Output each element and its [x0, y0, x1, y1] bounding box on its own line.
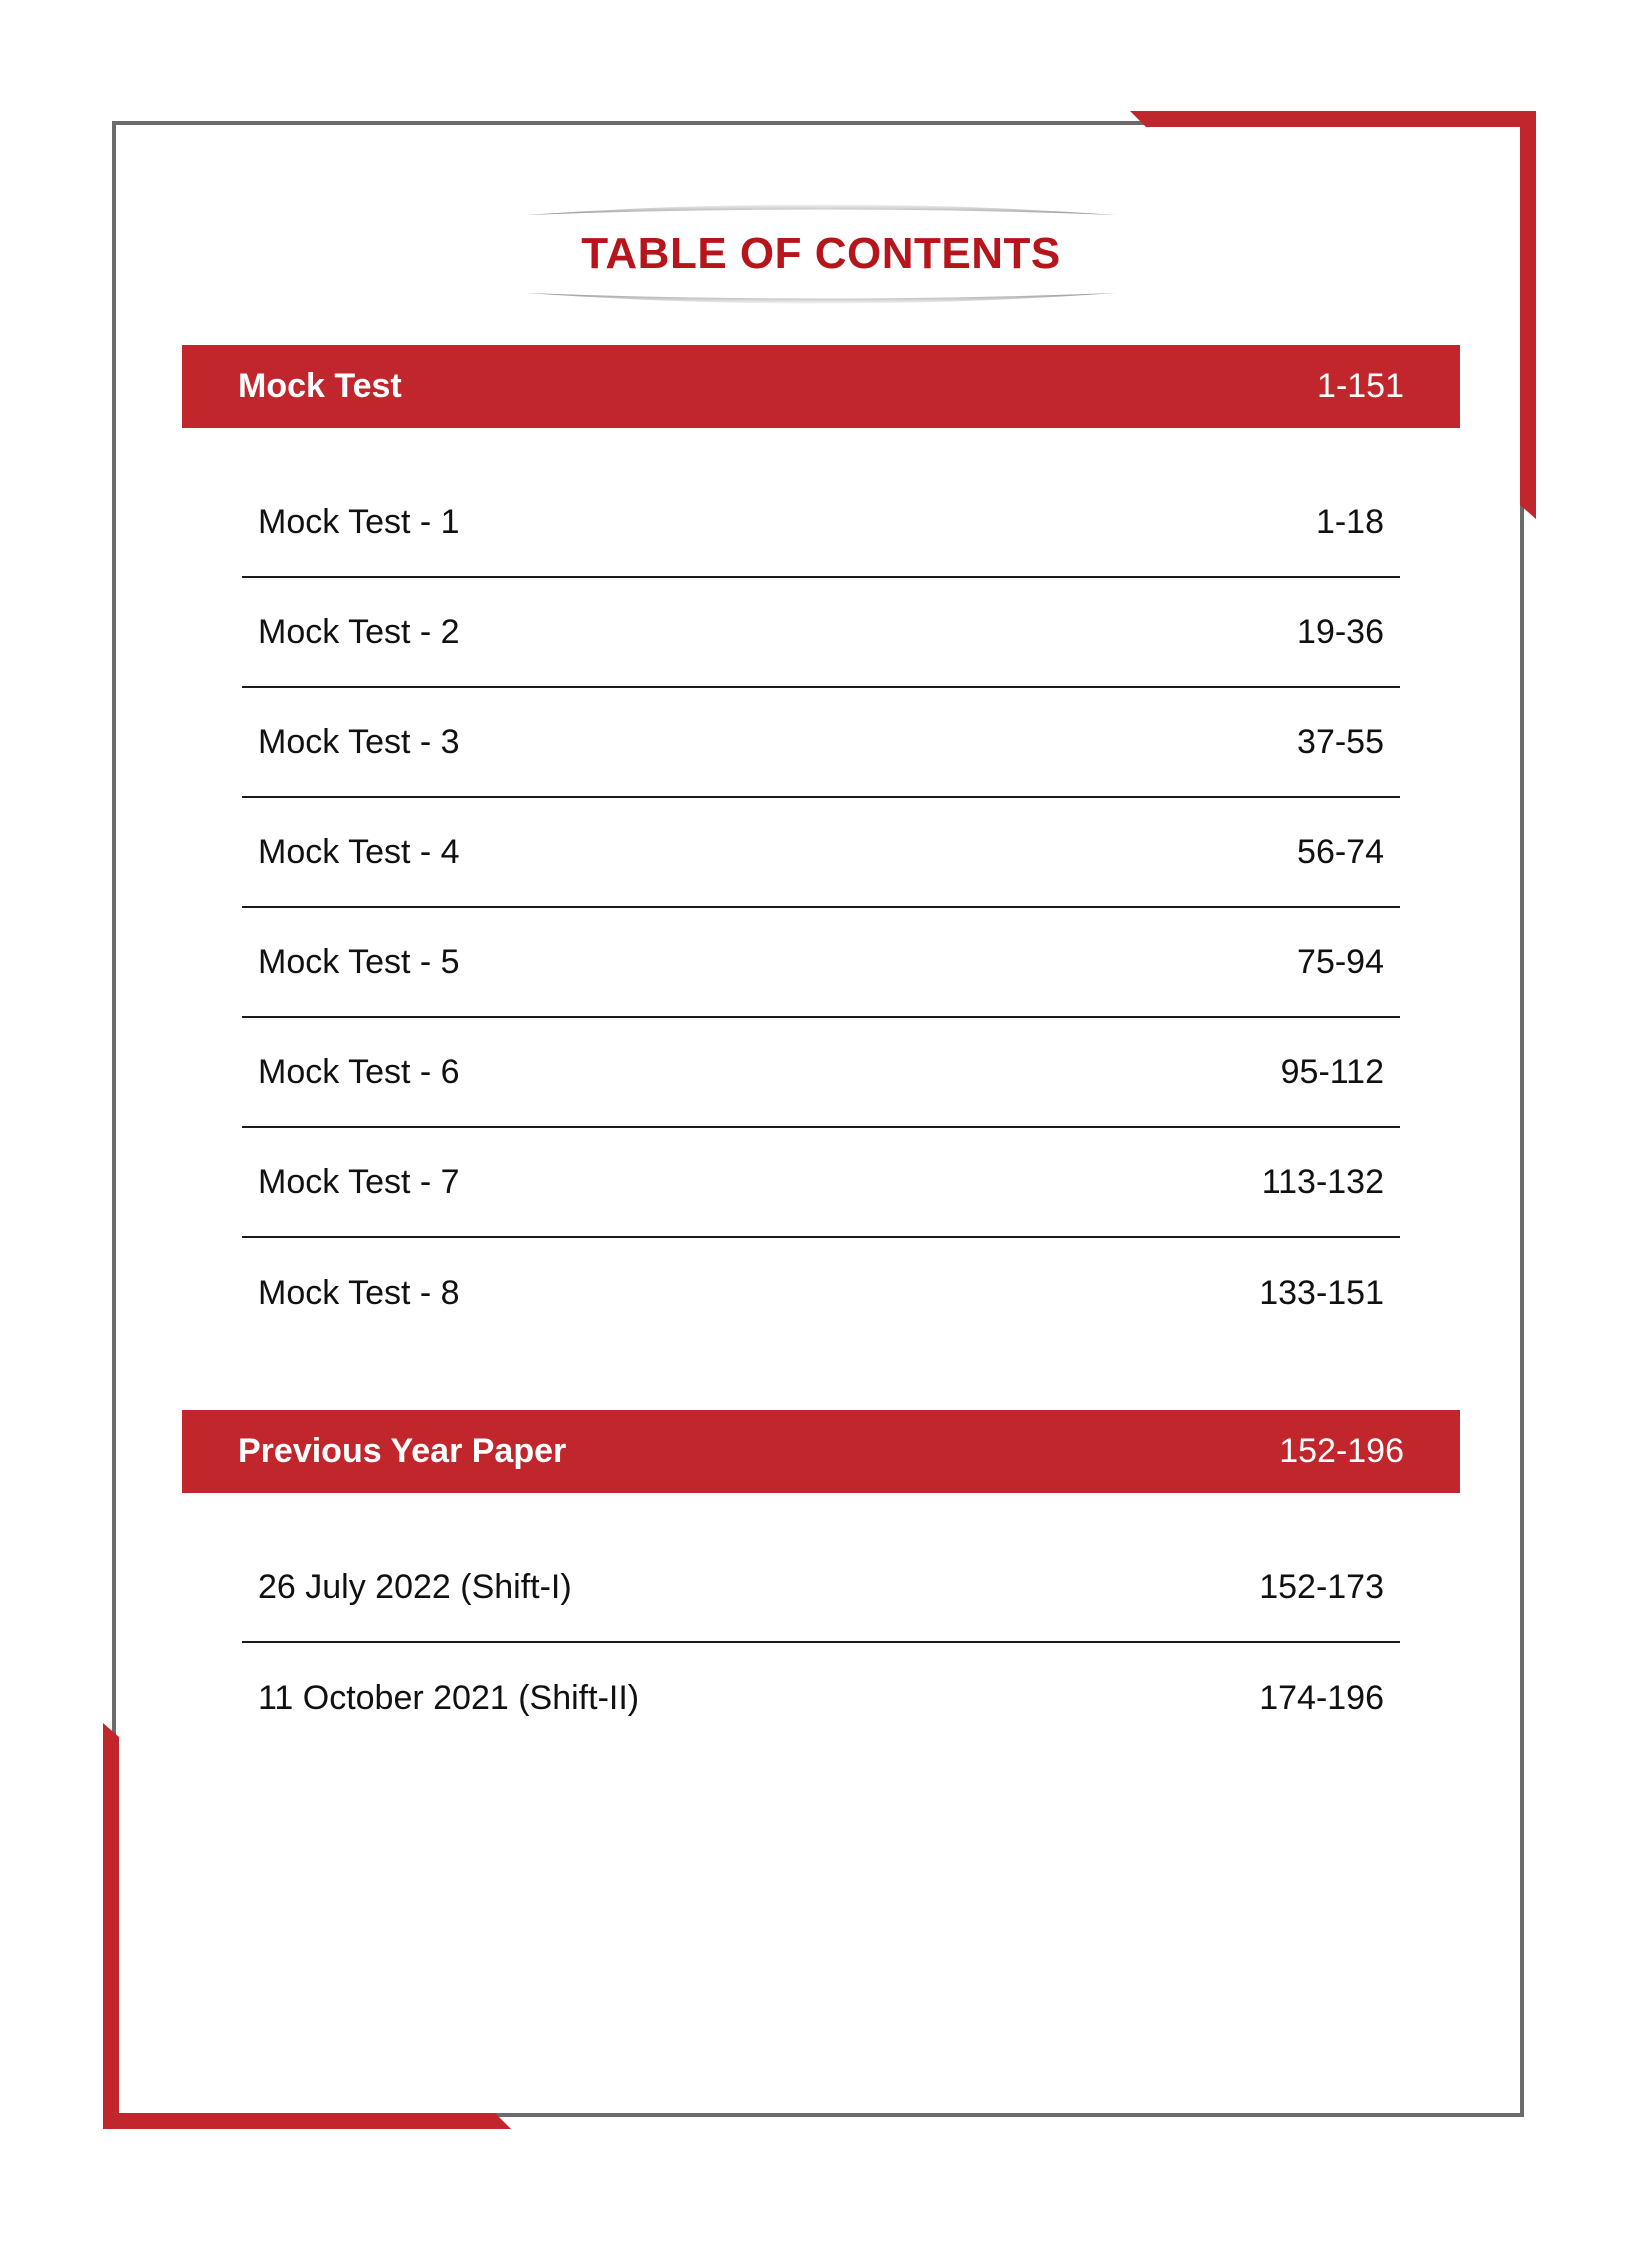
section-header-previous-year-paper	[182, 1410, 1460, 1493]
toc-entry-mock-test-1[interactable]	[242, 468, 1400, 578]
entry-label: Mock Test - 1	[258, 502, 460, 541]
entry-pages: 113-132	[1261, 1162, 1384, 1201]
toc-entry-mock-test-3[interactable]	[242, 688, 1400, 798]
entry-pages: 174-196	[1259, 1678, 1384, 1717]
section-page-range: 1-151	[1317, 367, 1404, 405]
entry-label: Mock Test - 6	[258, 1052, 460, 1091]
entry-label: 11 October 2021 (Shift-II)	[258, 1678, 640, 1717]
corner-accent-bottom	[103, 2113, 511, 2129]
entry-pages: 1-18	[1315, 502, 1384, 541]
entry-pages: 95-112	[1280, 1052, 1384, 1091]
entry-label: Mock Test - 2	[258, 612, 460, 651]
toc-entry-mock-test-8[interactable]	[242, 1238, 1400, 1348]
entry-label: Mock Test - 7	[258, 1162, 460, 1201]
corner-accent-left	[103, 1723, 119, 2129]
toc-entry-mock-test-2[interactable]	[242, 578, 1400, 688]
entry-pages: 37-55	[1297, 722, 1384, 761]
entry-label: Mock Test - 8	[258, 1273, 460, 1312]
section-page-range: 152-196	[1279, 1432, 1404, 1470]
entry-pages: 56-74	[1297, 832, 1384, 871]
section-header-mock-test	[182, 345, 1460, 428]
title-banner	[526, 200, 1116, 308]
entry-pages: 75-94	[1297, 942, 1384, 981]
entry-label: Mock Test - 5	[258, 942, 460, 981]
toc-entry-mock-test-4[interactable]	[242, 798, 1400, 908]
entry-label: Mock Test - 4	[258, 832, 460, 871]
section-title: Mock Test	[238, 367, 402, 405]
toc-entry-paper-2022[interactable]	[242, 1533, 1400, 1643]
mock-test-entries	[242, 468, 1400, 1348]
entry-pages: 152-173	[1259, 1567, 1384, 1606]
toc-entry-mock-test-5[interactable]	[242, 908, 1400, 1018]
corner-accent-right	[1520, 111, 1536, 519]
toc-entry-mock-test-7[interactable]	[242, 1128, 1400, 1238]
previous-year-entries	[242, 1533, 1400, 1753]
entry-label: Mock Test - 3	[258, 722, 460, 761]
entry-pages: 133-151	[1259, 1273, 1384, 1312]
entry-label: 26 July 2022 (Shift-I)	[258, 1567, 572, 1606]
toc-entry-mock-test-6[interactable]	[242, 1018, 1400, 1128]
page-title: TABLE OF CONTENTS	[581, 229, 1061, 278]
section-title: Previous Year Paper	[238, 1432, 567, 1470]
entry-pages: 19-36	[1297, 612, 1384, 651]
corner-accent-top	[1130, 111, 1536, 127]
toc-entry-paper-2021[interactable]	[242, 1643, 1400, 1753]
